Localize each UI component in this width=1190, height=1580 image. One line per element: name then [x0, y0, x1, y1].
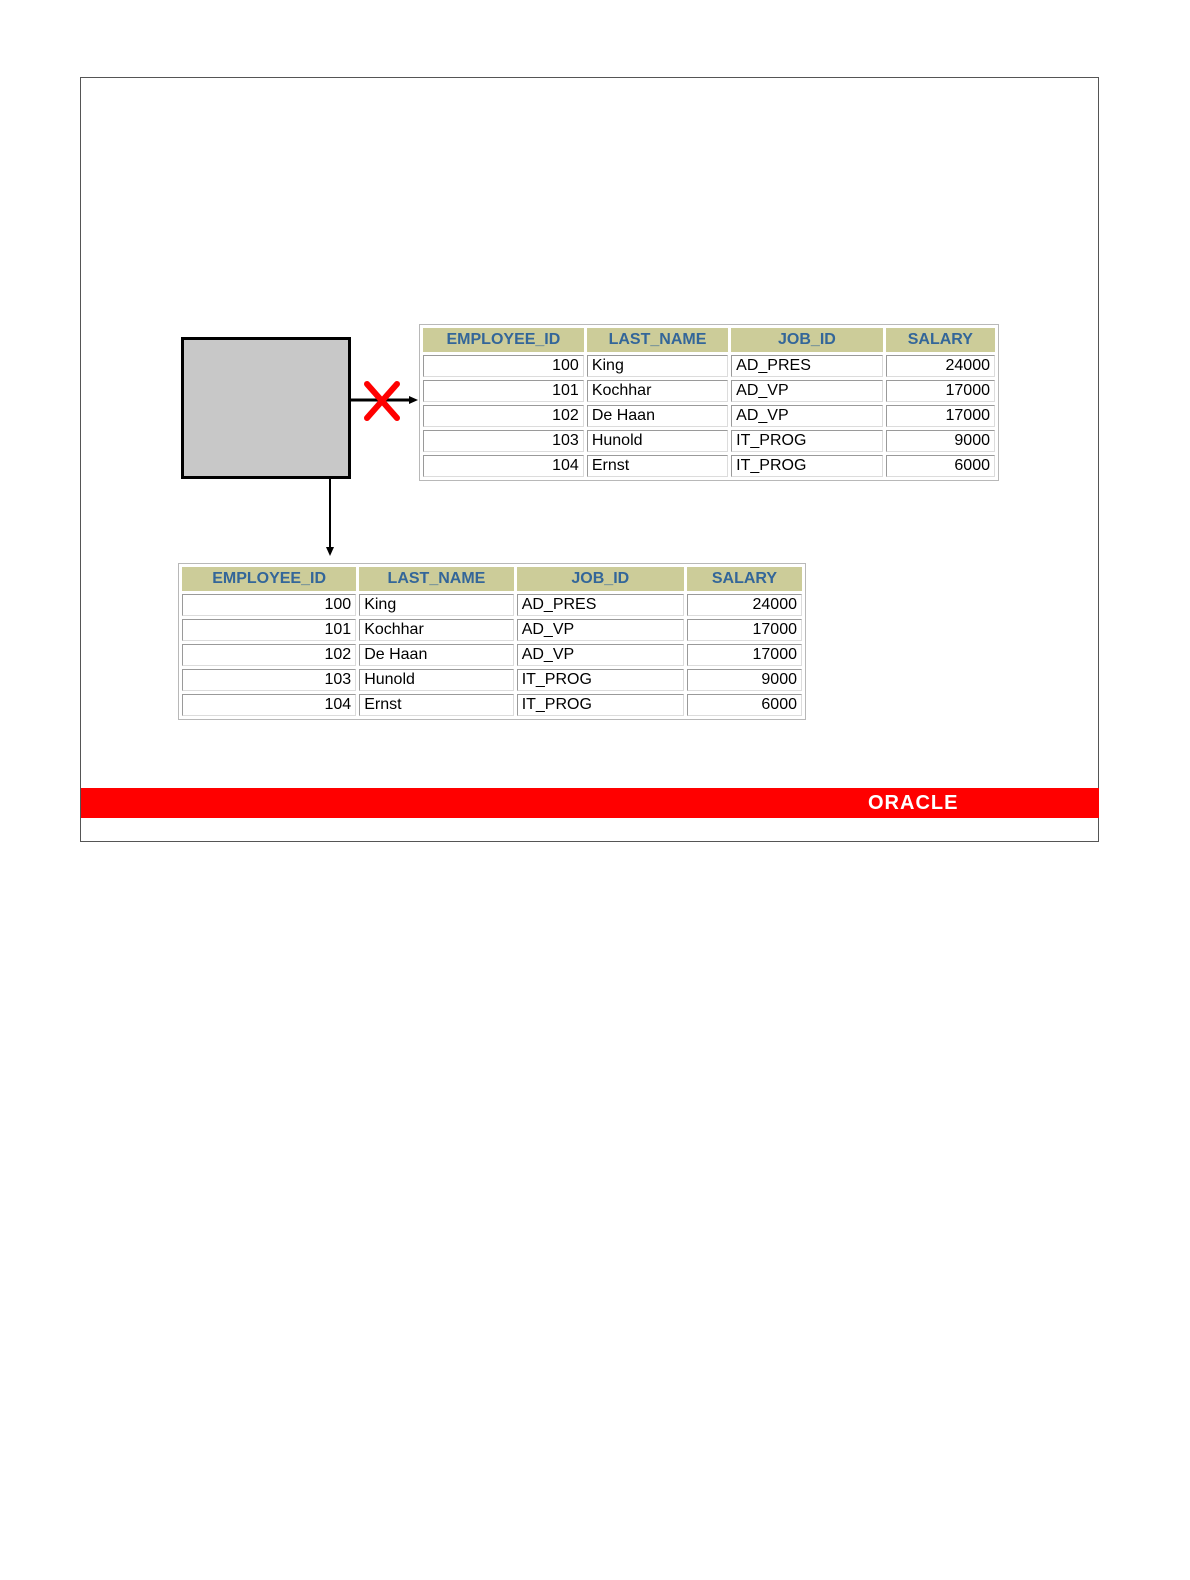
employees-table-blocked	[419, 324, 999, 484]
cell-salary: 6000	[886, 455, 995, 477]
cell-salary: 17000	[886, 405, 995, 427]
cell-salary: 9000	[886, 430, 995, 452]
column-header: SALARY	[687, 567, 802, 591]
cell-last-name: Kochhar	[587, 380, 728, 402]
cell-salary: 24000	[687, 594, 802, 616]
cell-job-id: IT_PROG	[517, 669, 684, 691]
cell-salary: 17000	[687, 644, 802, 666]
cell-employee-id: 103	[423, 430, 584, 452]
column-header: LAST_NAME	[359, 567, 514, 591]
cell-employee-id: 100	[423, 355, 584, 377]
cell-job-id: AD_VP	[731, 380, 883, 402]
table-row	[182, 694, 802, 716]
cell-last-name: King	[359, 594, 514, 616]
column-header: EMPLOYEE_ID	[182, 567, 356, 591]
cell-employee-id: 102	[423, 405, 584, 427]
arrow-head-icon	[409, 396, 418, 404]
arrow-head-icon	[326, 547, 334, 556]
table-row	[182, 669, 802, 691]
cell-employee-id: 101	[423, 380, 584, 402]
cell-employee-id: 101	[182, 619, 356, 641]
cell-job-id: AD_VP	[517, 619, 684, 641]
cell-last-name: Kochhar	[359, 619, 514, 641]
cell-salary: 9000	[687, 669, 802, 691]
cell-employee-id: 102	[182, 644, 356, 666]
cell-last-name: Hunold	[587, 430, 728, 452]
cell-job-id: AD_VP	[731, 405, 883, 427]
table-row	[423, 455, 995, 477]
cell-last-name: Ernst	[587, 455, 728, 477]
cell-salary: 24000	[886, 355, 995, 377]
cell-last-name: De Haan	[587, 405, 728, 427]
table-row	[423, 405, 995, 427]
cell-last-name: Ernst	[359, 694, 514, 716]
cell-employee-id: 104	[423, 455, 584, 477]
cell-employee-id: 103	[182, 669, 356, 691]
table-header-row	[423, 328, 995, 352]
cell-salary: 6000	[687, 694, 802, 716]
cell-job-id: IT_PROG	[517, 694, 684, 716]
table-row	[182, 619, 802, 641]
cell-last-name: De Haan	[359, 644, 514, 666]
column-header: JOB_ID	[731, 328, 883, 352]
table-row	[423, 380, 995, 402]
employees-table-view-result	[178, 563, 806, 723]
column-header: EMPLOYEE_ID	[423, 328, 584, 352]
employees-table	[178, 563, 806, 720]
cell-employee-id: 100	[182, 594, 356, 616]
employees-table	[419, 324, 999, 481]
oracle-logo: ORACLE	[868, 792, 959, 814]
cell-job-id: AD_VP	[517, 644, 684, 666]
cell-salary: 17000	[886, 380, 995, 402]
column-header: LAST_NAME	[587, 328, 728, 352]
table-row	[423, 430, 995, 452]
cell-last-name: King	[587, 355, 728, 377]
cell-job-id: IT_PROG	[731, 430, 883, 452]
cell-employee-id: 104	[182, 694, 356, 716]
table-row	[182, 644, 802, 666]
table-row	[182, 594, 802, 616]
cell-last-name: Hunold	[359, 669, 514, 691]
column-header: JOB_ID	[517, 567, 684, 591]
cell-job-id: AD_PRES	[517, 594, 684, 616]
column-header: SALARY	[886, 328, 995, 352]
table-row	[423, 355, 995, 377]
cell-job-id: AD_PRES	[731, 355, 883, 377]
cell-job-id: IT_PROG	[731, 455, 883, 477]
cell-salary: 17000	[687, 619, 802, 641]
table-header-row	[182, 567, 802, 591]
